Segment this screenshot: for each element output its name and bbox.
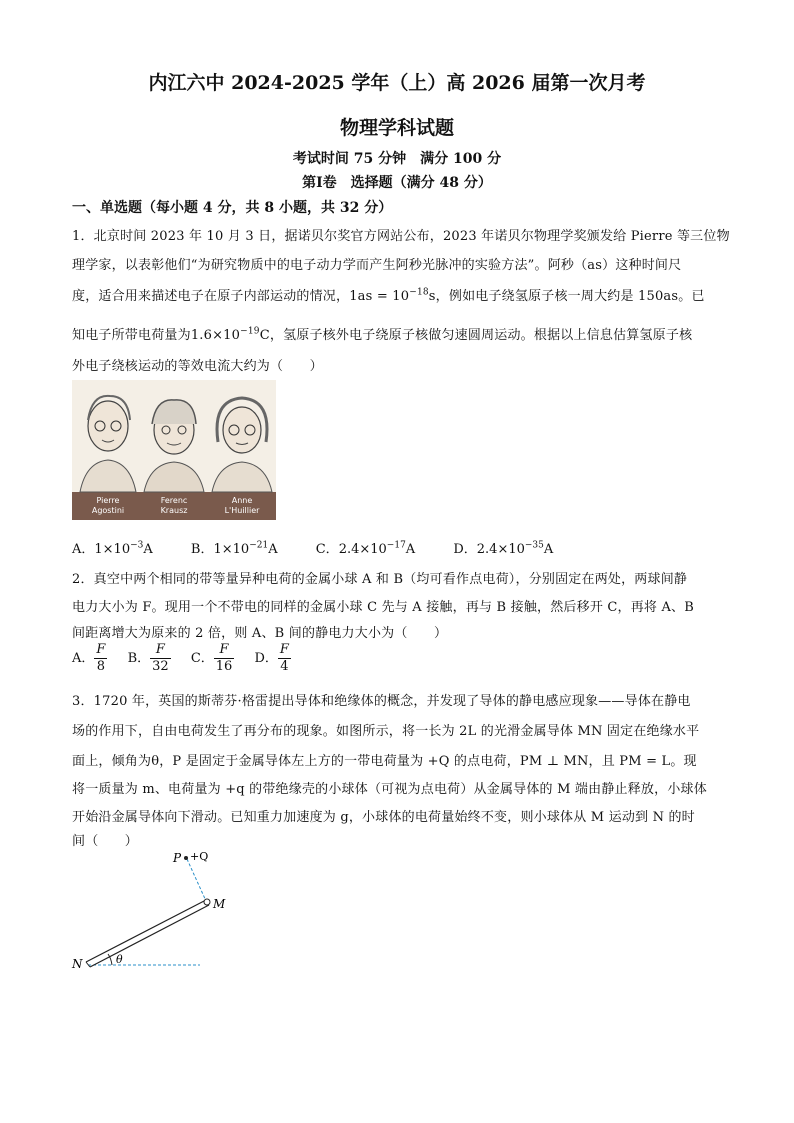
q1-line-3 — [72, 285, 732, 304]
q1-charge-exponent: −19 — [240, 326, 260, 337]
incline-diagram — [60, 840, 260, 975]
q1-option-b[interactable] — [191, 538, 278, 557]
fraction-numerator: F — [214, 642, 235, 659]
option-exponent: −17 — [386, 540, 406, 551]
option-exponent: −21 — [249, 540, 269, 551]
option-fraction — [150, 642, 171, 675]
q1-option-a[interactable] — [72, 538, 153, 557]
point-charge-p — [184, 856, 188, 860]
option-fraction — [278, 642, 291, 675]
option-letter: D． — [453, 542, 477, 557]
q2-options — [72, 642, 307, 675]
subject-title: 物理学科试题 — [339, 117, 454, 139]
fraction-numerator: F — [150, 642, 171, 659]
q3-line-3: 面上，倾角为θ，P 是固定于金属导体左上方的一带电荷量为 +Q 的点电荷，PM ⊥ MN，且 PM = L。现 — [72, 754, 697, 769]
label-p: P — [173, 851, 182, 865]
laureate-2-last-name: Krausz — [160, 506, 188, 515]
option-letter: C． — [190, 651, 214, 666]
option-exponent: −35 — [524, 540, 544, 551]
option-letter: B． — [190, 542, 214, 557]
q1-option-c[interactable] — [316, 538, 415, 557]
laureate-3-last-name: L'Huillier — [224, 506, 260, 515]
option-value: 1×10 — [213, 542, 250, 557]
q1-line-4-text-b: ，氢原子核外电子绕原子核做匀速圆周运动。根据以上信息估算氢原子核 — [269, 328, 693, 343]
q2-option-a[interactable] — [72, 642, 107, 675]
fraction-denominator: 32 — [152, 659, 169, 674]
q2-line-1: 2．真空中两个相同的带等量异种电荷的金属小球 A 和 B（均可看作点电荷），分别固定在两处，两球间静 — [72, 572, 688, 587]
q1-attosecond-unit: s — [428, 289, 436, 304]
laureate-3-first-name: Anne — [231, 496, 253, 505]
option-value: 2.4×10 — [338, 542, 387, 557]
option-unit: A — [268, 542, 278, 557]
label-charge-q: +Q — [190, 850, 209, 863]
q1-line-3-text-a: 度，适合用来描述电子在原子内部运动的情况， — [72, 289, 350, 304]
section-heading: 一、单选题（每小题 4 分，共 8 小题，共 32 分） — [72, 200, 393, 216]
option-unit: A — [543, 542, 554, 557]
q1-line-2: 理学家，以表彰他们“为研究物质中的电子动力学而产生阿秒光脉冲的实验方法”。阿秒（as）这种时间尺 — [72, 258, 682, 273]
q1-attosecond-exponent: −18 — [409, 287, 429, 298]
fraction-denominator: 16 — [215, 659, 233, 674]
laureate-1-first-name: Pierre — [96, 496, 120, 505]
q1-line-4-text-a: 知电子所带电荷量为 — [72, 328, 191, 343]
laureate-2-first-name: Ferenc — [160, 496, 188, 505]
part-title: 第Ⅰ卷 选择题（满分 48 分） — [302, 175, 492, 191]
q2-option-d[interactable] — [254, 642, 290, 675]
option-unit: A — [405, 542, 416, 557]
exam-title: 内江六中 2024-2025 学年（上）高 2026 届第一次月考 — [148, 72, 646, 94]
option-value: 1×10 — [94, 542, 131, 557]
label-m: M — [213, 897, 226, 911]
q1-option-d[interactable] — [453, 538, 553, 557]
fraction-denominator: 4 — [280, 659, 289, 674]
label-theta: θ — [116, 953, 123, 966]
option-unit: A — [143, 542, 153, 557]
q3-line-6: 间（ ） — [72, 834, 139, 849]
metal-rod-edge-bottom — [90, 905, 209, 967]
pm-perpendicular-line — [187, 859, 206, 901]
label-n: N — [72, 957, 83, 971]
q3-line-2: 场的作用下，自由电荷发生了再分布的现象。如图所示，将一长为 2L 的光滑金属导体 MN 固定在绝缘水平 — [72, 724, 700, 739]
q3-line-4: 将一质量为 m、电荷量为 +q 的带绝缘壳的小球体（可视为点电荷）从金属导体的 M 端由静止释放，小球体 — [72, 782, 707, 797]
option-letter: A． — [72, 542, 95, 557]
q1-line-5: 外电子绕核运动的等效电流大约为（ ） — [72, 359, 323, 374]
option-letter: C． — [315, 542, 339, 557]
option-letter: A． — [72, 651, 95, 666]
fraction-denominator: 8 — [96, 659, 106, 674]
option-value: 2.4×10 — [476, 542, 525, 557]
q2-line-3: 间距离增大为原来的 2 倍，则 A、B 间的静电力大小为（ ） — [72, 626, 448, 641]
q2-option-b[interactable] — [128, 642, 171, 675]
charged-ball — [204, 899, 210, 905]
nobel-laureates-image — [72, 380, 276, 520]
q1-line-1: 1．北京时间 2023 年 10 月 3 日，据诺贝尔奖官方网站公布，2023 年诺贝尔物理学奖颁发给 Pierre 等三位物 — [72, 229, 730, 244]
option-fraction — [214, 642, 235, 675]
q1-options — [72, 538, 587, 557]
fraction-numerator: F — [96, 642, 106, 657]
laureate-1-last-name: Agostini — [91, 506, 125, 515]
option-letter: D． — [254, 651, 278, 666]
exam-info: 考试时间 75 分钟 满分 100 分 — [292, 151, 502, 167]
q2-option-c[interactable] — [191, 642, 235, 675]
q2-line-2: 电力大小为 F。现用一个不带电的同样的金属小球 C 先与 A 接触，再与 B 接触，然后移开 C，再将 A、B — [72, 600, 694, 615]
option-exponent: −3 — [130, 540, 144, 551]
option-fraction — [94, 642, 107, 675]
q1-line-4 — [72, 324, 732, 343]
q1-line-3-text-b: ，例如电子绕氢原子核一周大约是 150as。已 — [435, 289, 705, 304]
fraction-numerator: F — [279, 642, 289, 657]
option-letter: B． — [127, 651, 151, 666]
q3-line-1: 3．1720 年，英国的斯蒂芬·格雷提出导体和绝缘体的概念，并发现了导体的静电感应现象——导体在静电 — [72, 694, 691, 709]
q1-charge-unit: C — [259, 328, 270, 343]
q1-charge-formula: 1.6×10 — [190, 328, 241, 343]
metal-rod-edge-top — [86, 900, 206, 962]
q3-line-5: 开始沿金属导体向下滑动。已知重力加速度为 g，小球体的电荷量始终不变，则小球体从 M 运动到 N 的时 — [72, 810, 695, 825]
q1-attosecond-formula: 1as = 10 — [349, 289, 410, 304]
